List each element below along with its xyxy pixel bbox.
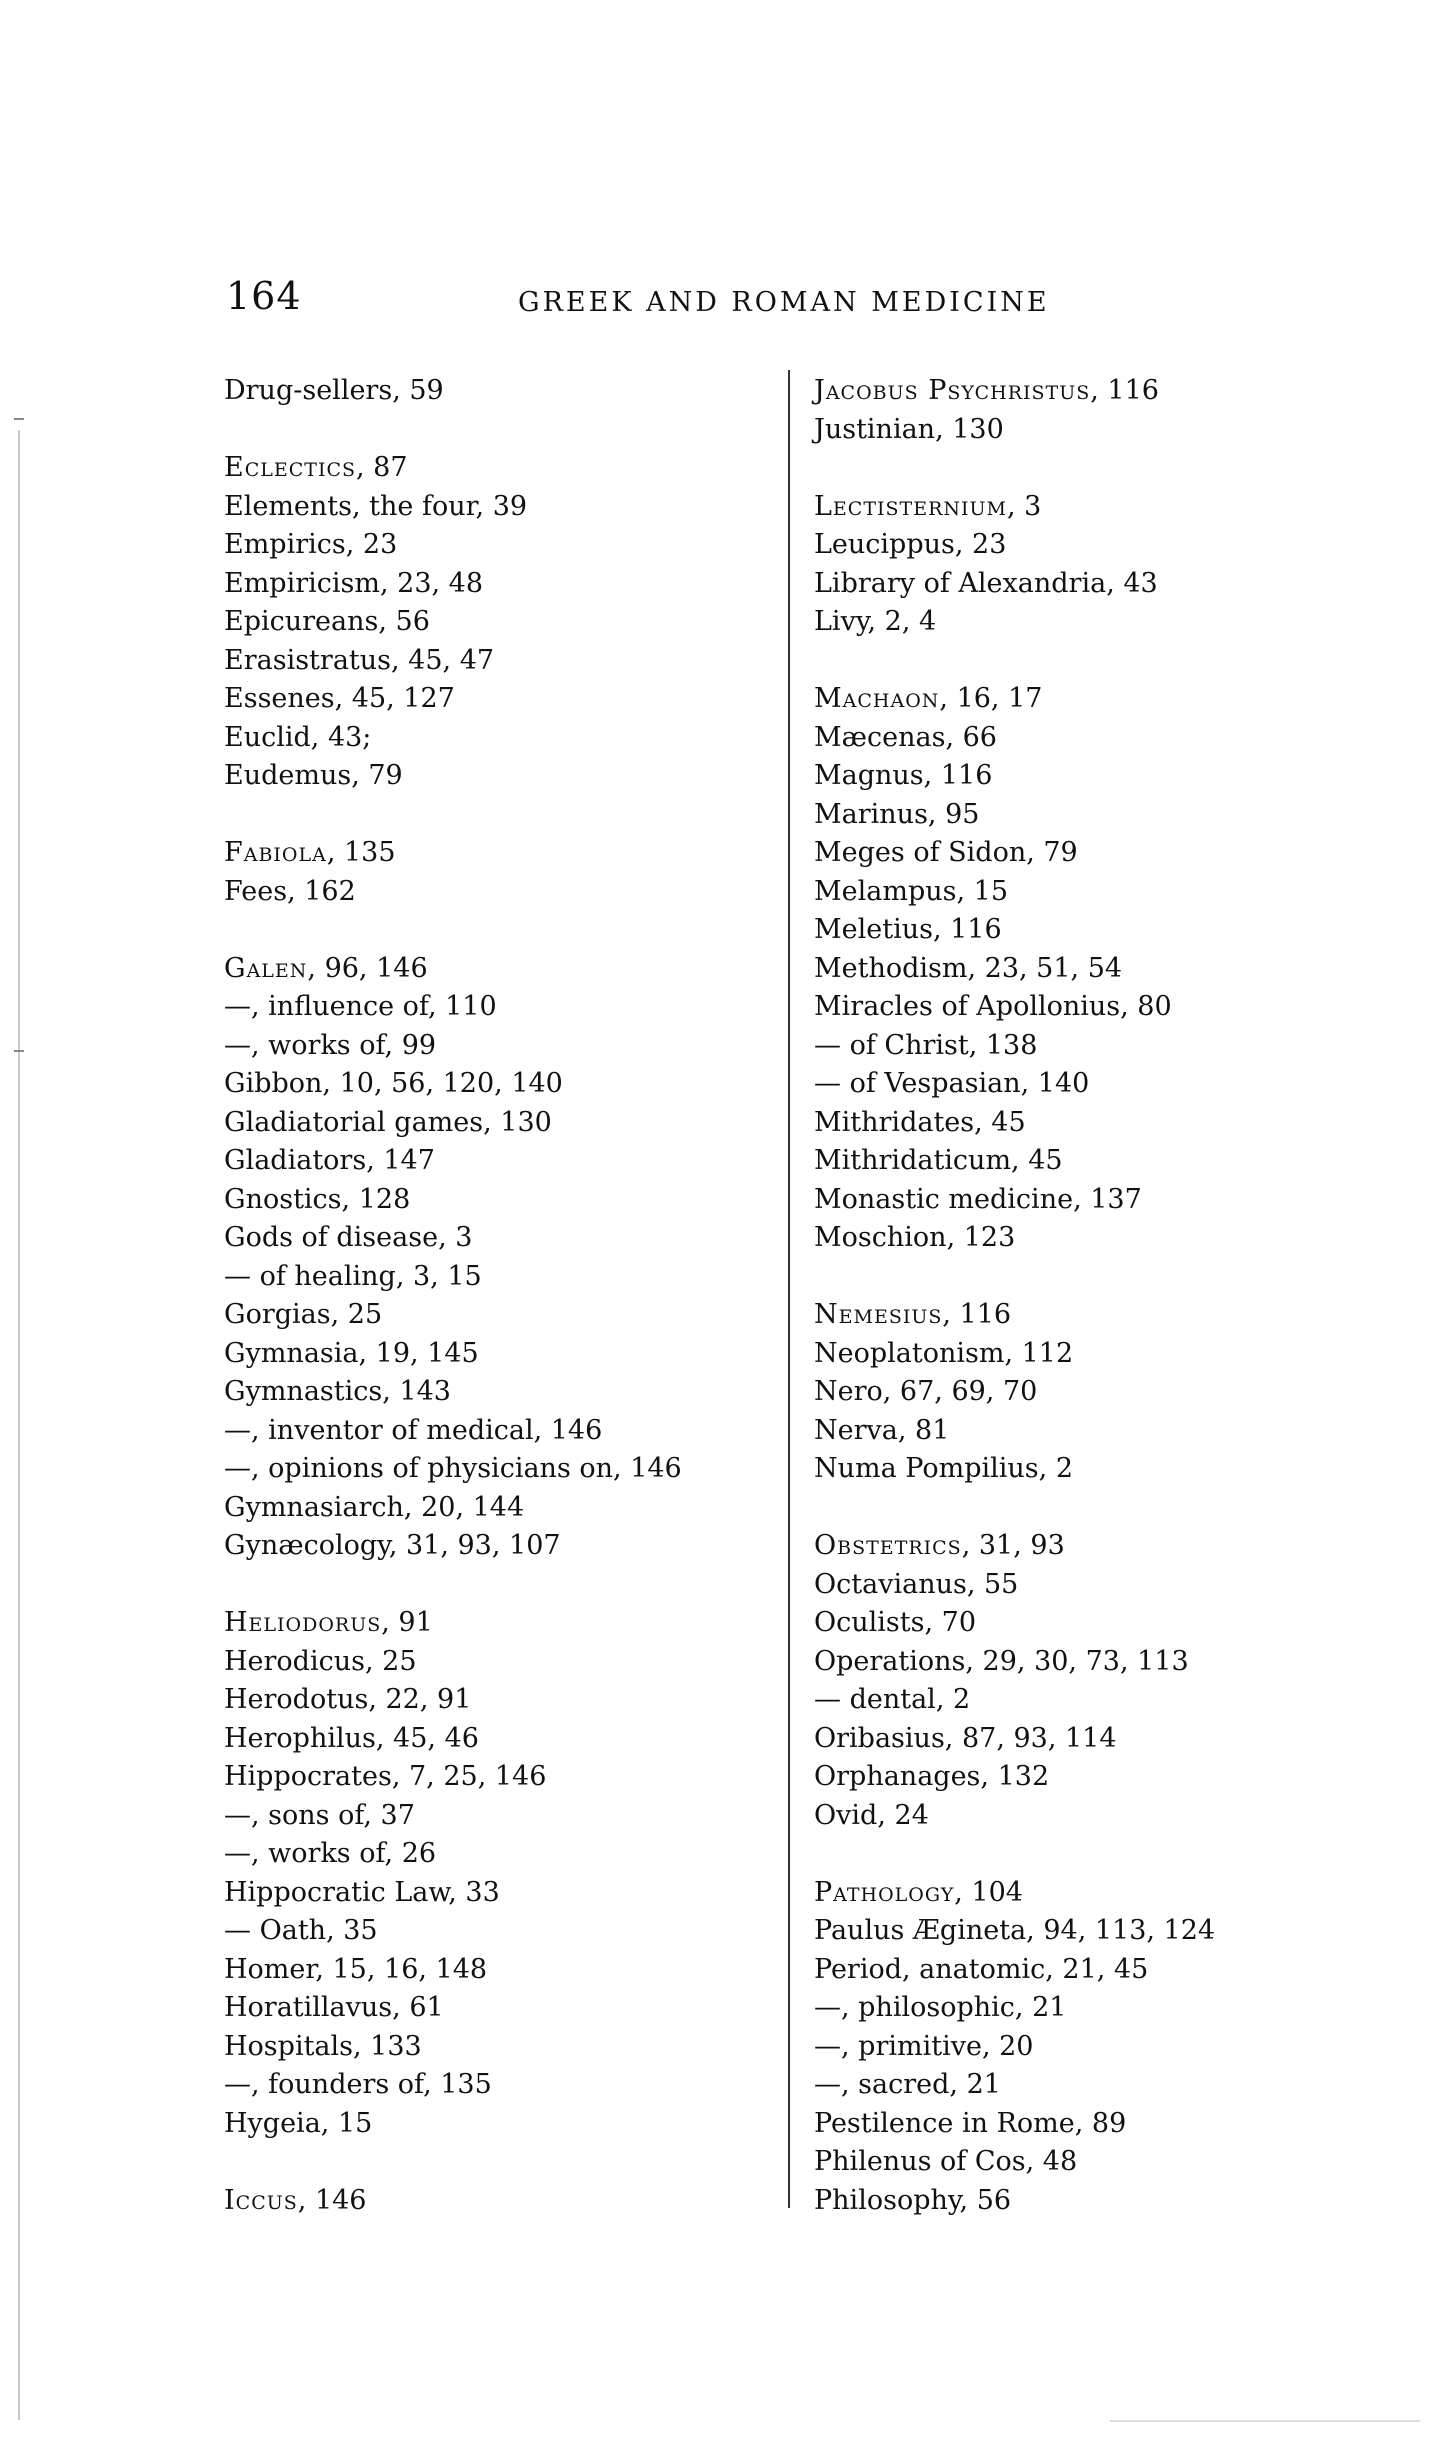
section-gap bbox=[224, 1566, 754, 1605]
index-term: Gymnasia bbox=[224, 1337, 359, 1369]
index-entry bbox=[814, 1412, 1374, 1451]
index-pages: , 70 bbox=[924, 1607, 977, 1638]
index-term: Galen bbox=[224, 952, 308, 984]
index-term: Herodotus bbox=[224, 1684, 369, 1715]
index-pages: , 67, 69, 70 bbox=[882, 1376, 1038, 1407]
index-pages: , 20 bbox=[981, 2030, 1034, 2062]
index-term: Gymnastics bbox=[224, 1376, 383, 1407]
index-pages: , 2 bbox=[1038, 1453, 1074, 1484]
section-gap bbox=[814, 1835, 1374, 1874]
index-pages: , 3 bbox=[438, 1222, 473, 1253]
index-pages: , 15 bbox=[956, 875, 1009, 907]
scan-edge-mark bbox=[14, 1050, 24, 1052]
index-entry bbox=[814, 911, 1374, 950]
index-term: —, primitive bbox=[814, 2030, 982, 2062]
index-entry bbox=[224, 1335, 754, 1374]
index-pages: , 95 bbox=[927, 798, 980, 830]
index-term: Neoplatonism bbox=[814, 1337, 1005, 1369]
index-pages: , 116 bbox=[942, 1299, 1012, 1330]
section-gap bbox=[814, 449, 1374, 488]
index-entry bbox=[814, 1681, 1374, 1720]
index-term: Leucippus bbox=[814, 529, 955, 560]
index-entry bbox=[814, 1604, 1374, 1643]
index-pages: , 81 bbox=[897, 1414, 950, 1446]
index-pages: , 7, 25, 146 bbox=[391, 1761, 547, 1792]
running-title: GREEK AND ROMAN MEDICINE bbox=[518, 287, 1050, 318]
index-entry bbox=[224, 1951, 754, 1990]
index-term: —, inventor of medical bbox=[224, 1414, 534, 1446]
index-entry bbox=[224, 1527, 754, 1566]
index-entry bbox=[224, 1412, 754, 1451]
index-entry bbox=[224, 1296, 754, 1335]
section-gap bbox=[814, 1489, 1374, 1528]
index-pages: , 55 bbox=[966, 1568, 1019, 1600]
index-entry bbox=[814, 1912, 1374, 1951]
index-term: Justinian bbox=[814, 413, 936, 445]
index-entry bbox=[224, 950, 754, 989]
index-entry bbox=[814, 680, 1374, 719]
index-entry bbox=[224, 1489, 754, 1528]
index-entry bbox=[224, 1797, 754, 1836]
index-entry bbox=[814, 2028, 1374, 2067]
index-term: Mithridates bbox=[814, 1106, 975, 1138]
index-entry bbox=[224, 449, 754, 488]
index-term: Meletius bbox=[814, 914, 933, 945]
index-entry bbox=[814, 1027, 1374, 1066]
index-pages: , 19, 145 bbox=[358, 1337, 479, 1369]
index-column-right bbox=[814, 372, 1374, 2220]
index-entry bbox=[224, 565, 754, 604]
index-pages: , 48 bbox=[1025, 2146, 1078, 2177]
index-entry bbox=[224, 988, 754, 1027]
index-entry bbox=[224, 1142, 754, 1181]
index-entry bbox=[224, 1874, 754, 1913]
index-entry bbox=[814, 1181, 1374, 1220]
index-entry bbox=[224, 1258, 754, 1297]
index-entry bbox=[814, 1797, 1374, 1836]
index-pages: , 80 bbox=[1120, 991, 1172, 1022]
index-term: — of healing bbox=[224, 1260, 396, 1292]
index-entry bbox=[814, 2105, 1374, 2144]
index-pages: , 25 bbox=[330, 1299, 383, 1330]
index-term: Pathology bbox=[814, 1876, 955, 1908]
index-pages: , 21 bbox=[949, 2069, 1001, 2100]
index-pages: , 15, 16, 148 bbox=[315, 1953, 488, 1985]
index-entry bbox=[814, 988, 1374, 1027]
index-pages: , 20, 144 bbox=[403, 1491, 525, 1523]
index-term: Lectisternium bbox=[814, 490, 1007, 522]
index-pages: , 21, 45 bbox=[1045, 1953, 1149, 1985]
index-term: Livy bbox=[814, 606, 868, 637]
index-entry bbox=[224, 2182, 754, 2221]
index-pages: , 45, 46 bbox=[375, 1722, 479, 1754]
index-term: Paulus Ægineta bbox=[814, 1915, 1027, 1946]
index-pages: , 45, 127 bbox=[334, 683, 455, 714]
index-entry bbox=[814, 2143, 1374, 2182]
index-pages: , 23 bbox=[345, 529, 398, 560]
index-term: — of Christ bbox=[814, 1029, 969, 1061]
index-pages: , 45, 47 bbox=[391, 644, 495, 676]
scan-edge-mark bbox=[14, 418, 24, 420]
index-term: Euclid bbox=[224, 721, 311, 753]
index-pages: , 79 bbox=[1026, 837, 1078, 868]
index-entry bbox=[224, 1758, 754, 1797]
index-entry bbox=[224, 1643, 754, 1682]
index-entry bbox=[814, 565, 1374, 604]
index-term: Period, anatomic bbox=[814, 1953, 1046, 1985]
index-entry bbox=[224, 1681, 754, 1720]
section-gap bbox=[224, 411, 754, 450]
index-term: Gynæcology bbox=[224, 1530, 389, 1561]
index-pages: , 15 bbox=[320, 2107, 373, 2139]
index-term: Mæcenas bbox=[814, 721, 946, 753]
bottom-edge-rule bbox=[1110, 2420, 1420, 2422]
index-pages: , 110 bbox=[427, 991, 497, 1022]
index-term: Library of Alexandria bbox=[814, 567, 1107, 599]
index-term: Hippocrates bbox=[224, 1761, 392, 1792]
index-term: Heliodorus bbox=[224, 1607, 382, 1638]
index-entry bbox=[814, 1065, 1374, 1104]
index-entry bbox=[814, 372, 1374, 411]
index-entry bbox=[224, 1604, 754, 1643]
index-entry bbox=[224, 603, 754, 642]
index-entry bbox=[814, 1566, 1374, 1605]
index-term: Herophilus bbox=[224, 1722, 376, 1754]
index-entry bbox=[814, 757, 1374, 796]
index-pages: , 16, 17 bbox=[939, 683, 1043, 714]
index-entry bbox=[814, 1758, 1374, 1797]
index-pages: , 56 bbox=[378, 606, 430, 637]
index-pages: , 146 bbox=[533, 1414, 603, 1446]
index-pages: , 43; bbox=[310, 721, 372, 753]
index-term: Magnus bbox=[814, 760, 924, 791]
index-pages: , 130 bbox=[483, 1106, 552, 1138]
index-term: Philosophy bbox=[814, 2184, 960, 2216]
index-pages: , 116 bbox=[932, 914, 1002, 945]
index-entry bbox=[224, 1181, 754, 1220]
index-term: —, works of bbox=[224, 1838, 385, 1869]
index-pages: , 24 bbox=[877, 1799, 929, 1831]
index-entry bbox=[814, 1296, 1374, 1335]
index-pages: , 25 bbox=[364, 1645, 417, 1677]
index-entry bbox=[224, 834, 754, 873]
index-term: —, opinions of physicians on bbox=[224, 1453, 614, 1484]
index-entry bbox=[814, 1643, 1374, 1682]
index-entry bbox=[814, 1720, 1374, 1759]
index-entry bbox=[224, 1720, 754, 1759]
index-pages: , 116 bbox=[923, 760, 993, 791]
index-term: Gladiatorial games bbox=[224, 1106, 484, 1138]
index-pages: , 104 bbox=[954, 1876, 1023, 1908]
index-pages: , 59 bbox=[392, 375, 444, 406]
index-term: Jacobus Psychristus bbox=[814, 375, 1091, 406]
index-pages: , 87, 93, 114 bbox=[944, 1722, 1117, 1754]
index-pages: , 133 bbox=[353, 2030, 422, 2062]
index-term: Meges of Sidon bbox=[814, 837, 1027, 868]
index-entry bbox=[814, 950, 1374, 989]
index-pages: , 140 bbox=[1020, 1068, 1090, 1099]
index-pages: , 39 bbox=[475, 490, 528, 522]
index-term: —, sacred bbox=[814, 2069, 950, 2100]
index-term: Nerva bbox=[814, 1414, 898, 1446]
index-pages: , 22, 91 bbox=[368, 1684, 472, 1715]
index-term: Obstetrics bbox=[814, 1530, 962, 1561]
index-pages: , 79 bbox=[351, 760, 403, 791]
index-entry bbox=[814, 2066, 1374, 2105]
index-entry bbox=[814, 411, 1374, 450]
index-term: Fees bbox=[224, 875, 288, 907]
column-divider bbox=[788, 370, 790, 2208]
index-term: Homer bbox=[224, 1953, 316, 1985]
index-pages: , 116 bbox=[1090, 375, 1159, 406]
index-term: Erasistratus bbox=[224, 644, 392, 676]
index-term: Pestilence in Rome bbox=[814, 2107, 1075, 2139]
index-pages: , 89 bbox=[1074, 2107, 1127, 2139]
index-term: Gorgias bbox=[224, 1299, 331, 1330]
index-entry bbox=[224, 757, 754, 796]
index-column-left bbox=[224, 372, 754, 2220]
index-pages: , 146 bbox=[297, 2184, 367, 2216]
index-entry bbox=[814, 1219, 1374, 1258]
index-term: Hippocratic Law bbox=[224, 1876, 449, 1908]
section-gap bbox=[814, 1258, 1374, 1297]
index-pages: , 56 bbox=[959, 2184, 1012, 2216]
index-pages: , 31, 93 bbox=[961, 1530, 1065, 1561]
index-pages: , 147 bbox=[366, 1145, 435, 1176]
index-pages: , 137 bbox=[1073, 1183, 1142, 1215]
index-entry bbox=[224, 680, 754, 719]
index-pages: , 123 bbox=[946, 1222, 1016, 1253]
index-entry bbox=[814, 1951, 1374, 1990]
index-term: Nemesius bbox=[814, 1299, 943, 1330]
index-pages: , 23, 48 bbox=[380, 567, 484, 599]
index-term: Melampus bbox=[814, 875, 957, 907]
index-pages: , 143 bbox=[382, 1376, 451, 1407]
index-entry bbox=[224, 2028, 754, 2067]
index-entry bbox=[814, 1874, 1374, 1913]
index-term: Iccus bbox=[224, 2184, 298, 2216]
index-entry bbox=[814, 796, 1374, 835]
index-entry bbox=[224, 642, 754, 681]
index-term: Miracles of Apollonius bbox=[814, 991, 1121, 1022]
index-entry bbox=[814, 603, 1374, 642]
index-pages: , 146 bbox=[613, 1453, 682, 1484]
index-term: —, philosophic bbox=[814, 1992, 1015, 2023]
index-entry bbox=[224, 1912, 754, 1951]
index-entry bbox=[814, 1450, 1374, 1489]
index-pages: , 87 bbox=[356, 452, 408, 483]
index-term: Empiricism bbox=[224, 567, 380, 599]
index-pages: , 94, 113, 124 bbox=[1026, 1915, 1216, 1946]
index-term: Essenes bbox=[224, 683, 335, 714]
index-term: Monastic medicine bbox=[814, 1183, 1074, 1215]
index-entry bbox=[814, 1527, 1374, 1566]
index-pages: , 135 bbox=[423, 2069, 492, 2100]
index-pages: , 26 bbox=[384, 1838, 437, 1869]
index-entry bbox=[224, 1027, 754, 1066]
index-term: Moschion bbox=[814, 1222, 947, 1253]
index-term: Orphanages bbox=[814, 1761, 981, 1792]
index-term: Gymnasiarch bbox=[224, 1491, 404, 1523]
index-entry bbox=[814, 719, 1374, 758]
index-entry bbox=[224, 1835, 754, 1874]
index-term: Hygeia bbox=[224, 2107, 321, 2139]
index-term: — of Vespasian bbox=[814, 1068, 1021, 1099]
index-pages: , 3 bbox=[1006, 490, 1042, 522]
section-gap bbox=[224, 796, 754, 835]
index-pages: , 112 bbox=[1004, 1337, 1074, 1369]
index-entry bbox=[224, 1373, 754, 1412]
index-pages: , 66 bbox=[945, 721, 997, 753]
index-term: —, works of bbox=[224, 1029, 385, 1061]
index-entry bbox=[814, 1335, 1374, 1374]
index-term: Eclectics bbox=[224, 452, 357, 483]
index-term: Oribasius bbox=[814, 1722, 945, 1754]
scan-edge-line bbox=[18, 430, 20, 2420]
index-pages: , 2, 4 bbox=[867, 606, 937, 637]
index-entry bbox=[814, 834, 1374, 873]
index-term: Gods of disease bbox=[224, 1222, 439, 1253]
index-term: Philenus of Cos bbox=[814, 2146, 1026, 2177]
index-term: Empirics bbox=[224, 529, 346, 560]
index-entry bbox=[224, 2066, 754, 2105]
index-entry bbox=[224, 1104, 754, 1143]
index-pages: , 21 bbox=[1014, 1992, 1067, 2023]
index-pages: , 29, 30, 73, 113 bbox=[965, 1645, 1189, 1677]
index-term: Gladiators bbox=[224, 1145, 367, 1176]
index-entry bbox=[814, 873, 1374, 912]
index-pages: , 162 bbox=[287, 875, 356, 907]
index-term: — Oath bbox=[224, 1915, 327, 1946]
index-term: —, influence of bbox=[224, 991, 428, 1022]
index-term: — dental bbox=[814, 1684, 936, 1715]
index-pages: , 43 bbox=[1106, 567, 1158, 599]
index-entry bbox=[224, 1989, 754, 2028]
index-entry bbox=[224, 873, 754, 912]
index-pages: , 2 bbox=[935, 1684, 971, 1715]
index-pages: , 135 bbox=[326, 837, 396, 868]
index-pages: , 31, 93, 107 bbox=[388, 1530, 561, 1561]
index-entry bbox=[224, 2105, 754, 2144]
index-pages: , 130 bbox=[935, 413, 1004, 445]
index-term: Drug-sellers bbox=[224, 375, 393, 406]
index-pages: , 23, 51, 54 bbox=[967, 952, 1123, 984]
index-pages: , 61 bbox=[392, 1992, 444, 2023]
page-number: 164 bbox=[226, 274, 302, 318]
index-pages: , 96, 146 bbox=[307, 952, 428, 984]
index-term: Ovid bbox=[814, 1799, 878, 1831]
index-term: Marinus bbox=[814, 798, 928, 830]
index-entry bbox=[814, 1142, 1374, 1181]
index-entry bbox=[224, 488, 754, 527]
index-term: Octavianus bbox=[814, 1568, 967, 1600]
index-pages: , 99 bbox=[384, 1029, 437, 1061]
index-term: Eudemus bbox=[224, 760, 352, 791]
index-entry bbox=[224, 1219, 754, 1258]
index-entry bbox=[814, 488, 1374, 527]
section-gap bbox=[224, 2143, 754, 2182]
index-term: Gibbon bbox=[224, 1068, 323, 1099]
index-entry bbox=[814, 1989, 1374, 2028]
index-pages: , 37 bbox=[363, 1799, 415, 1831]
index-pages: , 35 bbox=[326, 1915, 378, 1946]
index-pages: , 3, 15 bbox=[395, 1260, 482, 1292]
index-pages: , 23 bbox=[954, 529, 1007, 560]
index-term: Machaon bbox=[814, 683, 940, 714]
index-entry bbox=[224, 719, 754, 758]
index-pages: , 45 bbox=[974, 1106, 1026, 1138]
index-entry bbox=[224, 1450, 754, 1489]
index-pages: , 10, 56, 120, 140 bbox=[322, 1068, 563, 1099]
index-pages: , 33 bbox=[448, 1876, 500, 1908]
index-term: Oculists bbox=[814, 1607, 925, 1638]
index-entry bbox=[224, 526, 754, 565]
index-term: Fabiola bbox=[224, 837, 327, 868]
index-entry bbox=[224, 1065, 754, 1104]
index-entry bbox=[814, 1104, 1374, 1143]
index-term: Epicureans bbox=[224, 606, 379, 637]
index-term: Methodism bbox=[814, 952, 968, 984]
index-pages: , 128 bbox=[341, 1183, 411, 1215]
index-term: Mithridaticum bbox=[814, 1145, 1012, 1176]
index-entry bbox=[814, 526, 1374, 565]
index-term: —, sons of bbox=[224, 1799, 364, 1831]
index-term: Operations bbox=[814, 1645, 966, 1677]
index-pages: , 132 bbox=[980, 1761, 1050, 1792]
index-term: Hospitals bbox=[224, 2030, 354, 2062]
index-pages: , 91 bbox=[381, 1607, 433, 1638]
index-pages: , 138 bbox=[968, 1029, 1038, 1061]
index-entry bbox=[224, 372, 754, 411]
index-entry bbox=[814, 1373, 1374, 1412]
index-term: —, founders of bbox=[224, 2069, 424, 2100]
index-entry bbox=[814, 2182, 1374, 2221]
index-term: Gnostics bbox=[224, 1183, 342, 1215]
index-term: Herodicus bbox=[224, 1645, 365, 1677]
section-gap bbox=[814, 642, 1374, 681]
index-term: Numa Pompilius bbox=[814, 1453, 1039, 1484]
section-gap bbox=[224, 911, 754, 950]
index-term: Elements, the four bbox=[224, 490, 476, 522]
index-term: Nero bbox=[814, 1376, 883, 1407]
index-term: Horatillavus bbox=[224, 1992, 393, 2023]
index-pages: , 45 bbox=[1011, 1145, 1063, 1176]
